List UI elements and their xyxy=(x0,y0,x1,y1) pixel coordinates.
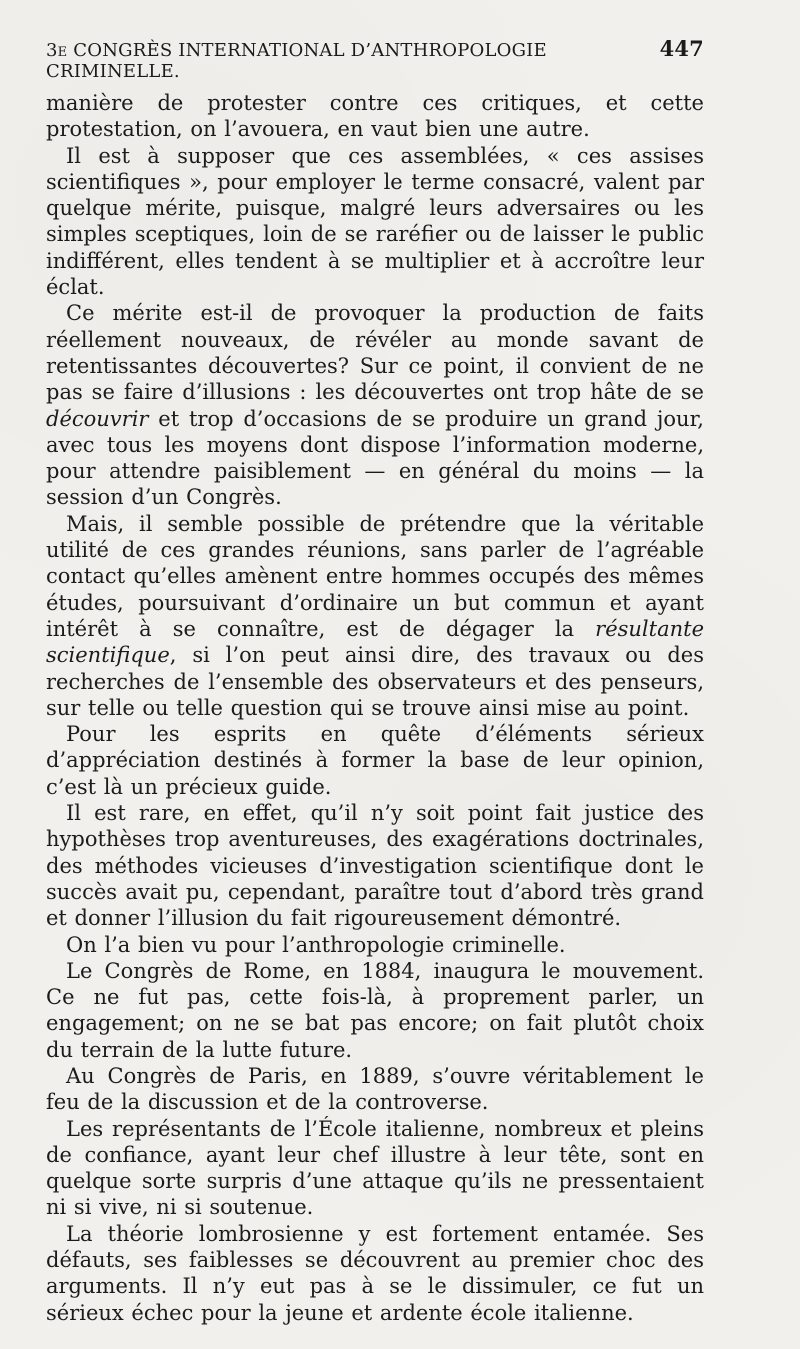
body-text xyxy=(46,90,704,1326)
paragraph-4-part-2: , si l’on peut ainsi dire, des travaux ou des recherches de l’ensemble des observateurs et des penseurs, sur telle ou telle question qui se trouve ainsi mise au point. xyxy=(46,643,704,720)
italic-resultante-scientifique: résultante scientifique xyxy=(46,616,704,668)
paragraph-10: Les représentants de l’École italienne, nombreux et pleins de confiance, ayant leur chef illustre à leur tête, sont en quelque sorte surpris d’une attaque qu’ils ne pressentaient ni si vive, ni si soutenue. xyxy=(46,1116,704,1220)
paragraph-5: Pour les esprits en quête d’éléments sérieux d’appréciation destinés à former la base de leur opinion, c’est là un précieux guide. xyxy=(46,722,704,799)
paragraph-9: Au Congrès de Paris, en 1889, s’ouvre véritablement le feu de la discussion et de la controverse. xyxy=(46,1063,704,1115)
paragraph-4-part-1: Mais, il semble possible de prétendre que la véritable utilité de ces grandes réunions, sans parler de l’agréable contact qu’elles amènent entre hommes occupés des mêmes études, poursuivant d’ordinaire un but commun et ayant intérêt à se connaître, est de dégager la xyxy=(46,511,704,641)
italic-decouvrir: découvrir xyxy=(46,406,149,431)
running-title: 3e CONGRÈS INTERNATIONAL D’ANTHROPOLOGIE CRIMINELLE. xyxy=(46,40,547,82)
paragraph-4 xyxy=(46,511,704,721)
paragraph-11: La théorie lombrosienne y est fortement entamée. Ses défauts, ses faiblesses se découvrent au premier choc des arguments. Il n’y eut pas à se le dissimuler, ce fut un sérieux échec pour la jeune et ardente école italienne. xyxy=(46,1221,704,1325)
paragraph-8: Le Congrès de Rome, en 1884, inaugura le mouvement. Ce ne fut pas, cette fois-là, à proprement parler, un engagement; on ne se bat pas encore; on fait plutôt choix du terrain de la lutte future. xyxy=(46,958,704,1062)
paragraph-2: Il est à supposer que ces assemblées, « ces assises scientifiques », pour employer le terme consacré, valent par quelque mérite, puisque, malgré leurs adversaires ou les simples sceptiques, loin de se raréfier ou de laisser le public indifférent, elles tendent à se multiplier et à accroître leur éclat. xyxy=(46,143,704,300)
paragraph-3-part-2: et trop d’occasions de se produire un grand jour, avec tous les moyens dont dispose l’information moderne, pour attendre paisiblement — en général du moins — la session d’un Congrès. xyxy=(46,406,704,510)
running-header xyxy=(46,36,704,82)
paragraph-6: Il est rare, en effet, qu’il n’y soit point fait justice des hypothèses trop aventureuses, des exagérations doctrinales, des méthodes vicieuses d’investigation scientifique dont le succès avait pu, cependant, paraître tout d’abord très grand et donner l’illusion du fait rigoureusement démontré. xyxy=(46,801,704,931)
paragraph-3-part-1: Ce mérite est-il de provoquer la production de faits réellement nouveaux, de révéler au monde savant de retentissantes découvertes? Sur ce point, il convient de ne pas se faire d’illusions : les découvertes ont trop hâte de se xyxy=(46,301,704,405)
paragraph-7: On l’a bien vu pour l’anthropologie criminelle. xyxy=(66,932,566,957)
page-number: 447 xyxy=(659,36,704,61)
paragraph-1: manière de protester contre ces critiques, et cette protestation, on l’avouera, en vaut bien une autre. xyxy=(46,91,704,142)
paragraph-3 xyxy=(46,300,704,510)
